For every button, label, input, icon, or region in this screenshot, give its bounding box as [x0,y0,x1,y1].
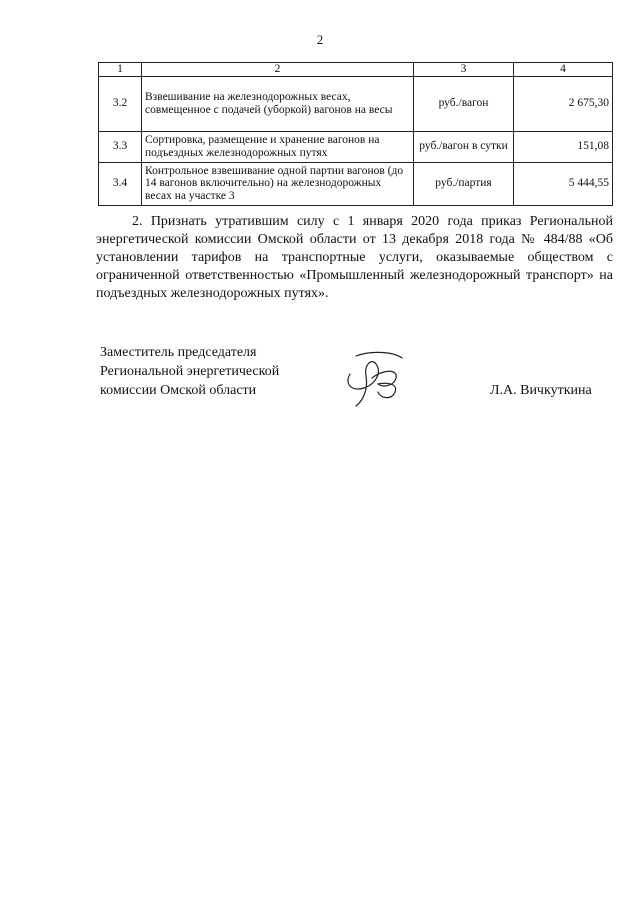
signatory-title [100,343,279,400]
table-row [99,131,613,162]
tariff-table [98,62,613,206]
service-name: Взвешивание на железнодорожных весах, совмещенное с подачей (уборкой) вагонов на весы [142,76,414,131]
service-name: Сортировка, размещение и хранение вагонов на подъездных железнодорожных путях [142,131,414,162]
tariff-value: 151,08 [514,131,613,162]
row-number: 3.3 [99,131,142,162]
signatory-title-line: Заместитель председателя [100,345,257,360]
unit-cell: руб./партия [414,162,514,205]
signatory-title-line: Региональной энергетической [100,364,280,379]
tariff-value: 2 675,30 [514,76,613,131]
table-header-row [99,63,613,77]
table-row [99,76,613,131]
column-header: 3 [414,63,514,77]
signatory-name: Л.А. Вичкуткина [490,383,592,398]
tariff-value: 5 444,55 [514,162,613,205]
signatory-title-line: комиссии Омской области [100,383,257,398]
column-header: 2 [142,63,414,77]
row-number: 3.2 [99,76,142,131]
page-number: 2 [316,32,324,47]
unit-cell: руб./вагон [414,76,514,131]
column-header: 1 [99,63,142,77]
column-header: 4 [514,63,613,77]
order-paragraph: 2. Признать утратившим силу с 1 января 2020 года приказ Региональной энергетической комиссии Омской области от 13 декабря 2018 года № 484/88 «Об установлении тарифов на транспортные услуги, оказываемые обществом с ограниченной ответственностью «Промышленный железнодорожный транспорт» на подъездных железнодорожных путях». [96,214,613,301]
table-row [99,162,613,205]
row-number: 3.4 [99,162,142,205]
unit-cell: руб./вагон в сутки [414,131,514,162]
service-name: Контрольное взвешивание одной партии вагонов (до 14 вагонов включительно) на железнодорожных весах на участке 3 [142,162,414,205]
handwritten-signature [342,348,414,410]
